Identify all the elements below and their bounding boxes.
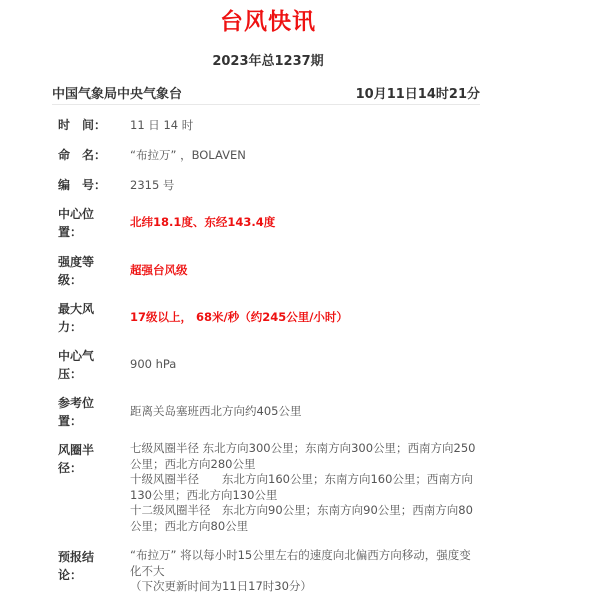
row-label: 命 名： xyxy=(58,148,107,162)
row-value: 超强台风级 xyxy=(130,263,188,277)
row-label: 风圈半径： xyxy=(58,443,95,475)
row-label: 编 号： xyxy=(58,178,107,192)
row-label: 参考位置： xyxy=(58,396,95,428)
row-value xyxy=(130,441,480,534)
forecast-text: “布拉万” 将以每小时15公里左右的速度向北偏西方向移动，强度变化不大 xyxy=(130,548,471,578)
issuing-organization: 中国气象局中央气象台 xyxy=(52,87,183,102)
next-update: （下次更新时间为11日17时30分） xyxy=(130,579,312,593)
wind-radius-12: 十二级风圈半径 东北方向90公里；东南方向90公里；西南方向80公里；西北方向80公里 xyxy=(130,503,473,533)
row-value: 2315 号 xyxy=(130,178,175,192)
row-label: 强度等级： xyxy=(58,255,95,287)
row-value: “布拉万” ，BOLAVEN xyxy=(130,148,246,162)
row-value: 11 日 14 时 xyxy=(130,118,194,132)
row-label: 中心位置： xyxy=(58,207,95,239)
publish-time: 10月11日14时21分 xyxy=(355,87,480,102)
bulletin-meta xyxy=(52,83,480,101)
row-label: 预报结论： xyxy=(58,550,95,582)
header-divider xyxy=(52,104,480,105)
issue-number: 2023年总1237期 xyxy=(212,54,324,69)
page-title: 台风快讯 xyxy=(220,9,316,35)
row-value: 900 hPa xyxy=(130,357,177,371)
row-label: 时 间： xyxy=(58,118,107,132)
row-value: 17级以上， 68米/秒（约245公里/小时） xyxy=(130,310,348,324)
row-value xyxy=(130,548,480,595)
wind-radius-10: 十级风圈半径 东北方向160公里；东南方向160公里；西南方向130公里；西北方向130公里 xyxy=(130,472,473,502)
row-label: 中心气压： xyxy=(58,349,95,381)
wind-radius-7: 七级风圈半径 东北方向300公里；东南方向300公里；西南方向250公里；西北方向280公里 xyxy=(130,441,476,471)
row-label: 最大风力： xyxy=(58,302,95,334)
row-value: 距离关岛塞班西北方向约405公里 xyxy=(130,404,302,418)
row-value: 北纬18.1度、东经143.4度 xyxy=(130,215,276,229)
